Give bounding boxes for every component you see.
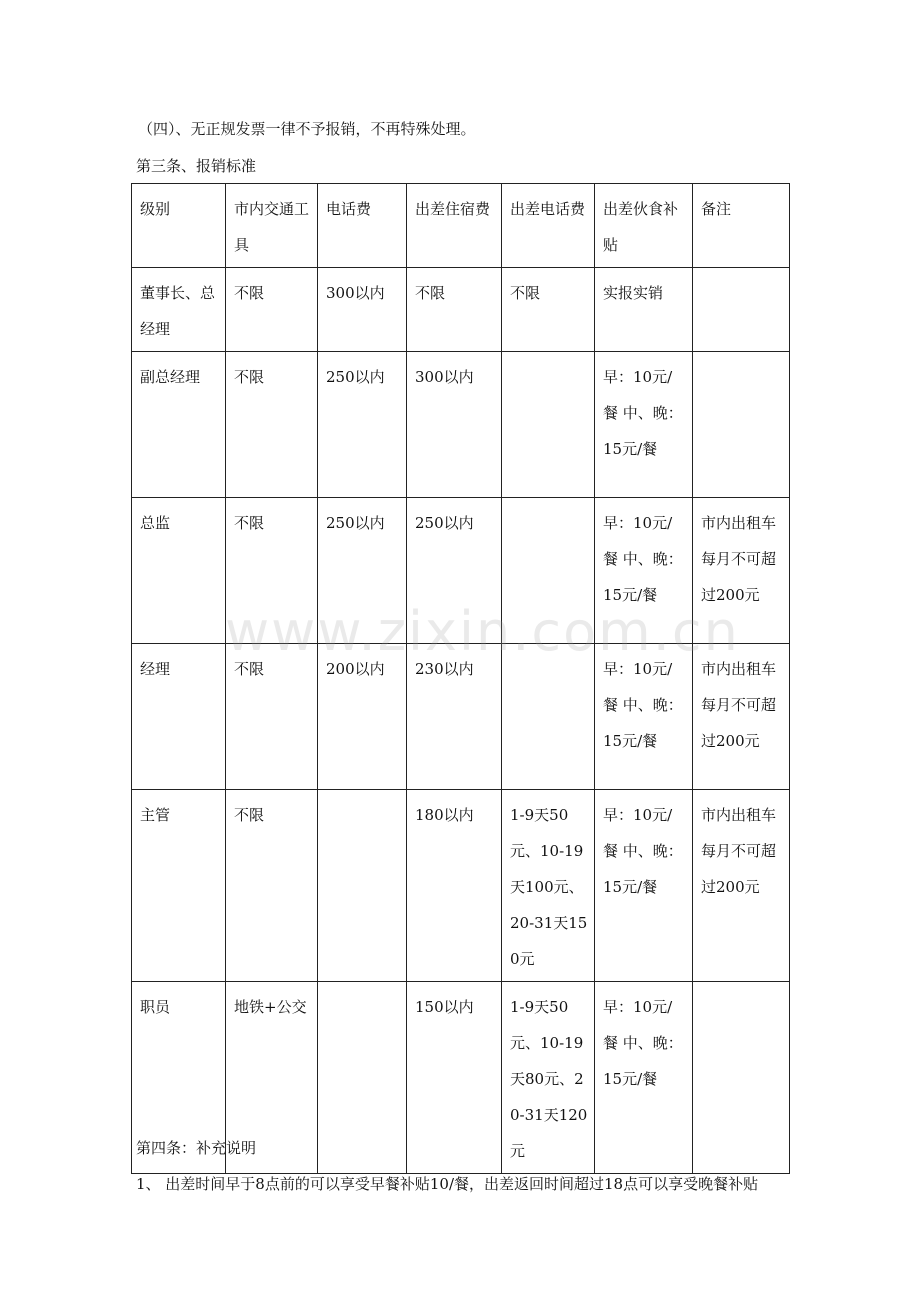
table-cell: 地铁+公交 xyxy=(226,982,318,1174)
table-cell xyxy=(502,498,595,644)
header-cell: 备注 xyxy=(693,184,790,268)
table-cell: 不限 xyxy=(226,268,318,352)
table-cell: 180以内 xyxy=(407,790,502,982)
table-cell: 150以内 xyxy=(407,982,502,1174)
table-cell: 早：10元/餐 中、晚：15元/餐 xyxy=(595,352,693,498)
table-cell: 职员 xyxy=(132,982,226,1174)
table-cell: 200以内 xyxy=(318,644,407,790)
paragraph-invoice-rule: （四）、无正规发票一律不予报销，不再特殊处理。 xyxy=(138,120,476,138)
table-cell: 不限 xyxy=(226,644,318,790)
reimbursement-standards-table xyxy=(131,183,790,1174)
table-cell: 1-9天50元、10-19天100元、20-31天150元 xyxy=(502,790,595,982)
table-cell: 早：10元/餐 中、晚：15元/餐 xyxy=(595,498,693,644)
section-four-title: 第四条：补充说明 xyxy=(136,1139,257,1157)
table-cell: 副总经理 xyxy=(132,352,226,498)
table-cell: 不限 xyxy=(226,790,318,982)
header-cell: 出差住宿费 xyxy=(407,184,502,268)
header-cell: 电话费 xyxy=(318,184,407,268)
table-cell: 300以内 xyxy=(407,352,502,498)
table-cell: 市内出租车每月不可超过200元 xyxy=(693,644,790,790)
table-cell: 1-9天50元、10-19天80元、20-31天120元 xyxy=(502,982,595,1174)
table-cell xyxy=(318,790,407,982)
table-cell: 250以内 xyxy=(407,498,502,644)
table-cell: 早：10元/餐 中、晚：15元/餐 xyxy=(595,982,693,1174)
table-cell: 不限 xyxy=(226,352,318,498)
table-cell xyxy=(318,982,407,1174)
table-cell: 市内出租车每月不可超过200元 xyxy=(693,790,790,982)
table-cell: 不限 xyxy=(502,268,595,352)
table-cell: 不限 xyxy=(407,268,502,352)
section-three-title: 第三条、报销标准 xyxy=(136,157,257,175)
table-cell xyxy=(502,352,595,498)
table-cell: 经理 xyxy=(132,644,226,790)
table-row xyxy=(132,644,790,790)
table-cell: 250以内 xyxy=(318,352,407,498)
table-cell: 市内出租车每月不可超过200元 xyxy=(693,498,790,644)
table-row xyxy=(132,790,790,982)
table-cell: 实报实销 xyxy=(595,268,693,352)
table-cell: 300以内 xyxy=(318,268,407,352)
table-cell: 主管 xyxy=(132,790,226,982)
table-cell xyxy=(693,982,790,1174)
header-cell: 级别 xyxy=(132,184,226,268)
watermark: www.zixin.com.cn xyxy=(225,600,740,663)
table-row xyxy=(132,268,790,352)
table-cell: 不限 xyxy=(226,498,318,644)
table-cell xyxy=(693,352,790,498)
table-cell: 董事长、总经理 xyxy=(132,268,226,352)
table-cell: 早：10元/餐 中、晚：15元/餐 xyxy=(595,790,693,982)
table-cell: 总监 xyxy=(132,498,226,644)
table-cell: 早：10元/餐 中、晚：15元/餐 xyxy=(595,644,693,790)
table-cell: 250以内 xyxy=(318,498,407,644)
header-cell: 出差伙食补贴 xyxy=(595,184,693,268)
supplement-item-1: 1、 出差时间早于8点前的可以享受早餐补贴10/餐，出差返回时间超过18点可以享受晚餐补贴 xyxy=(136,1175,759,1193)
table-row xyxy=(132,498,790,644)
table-row xyxy=(132,352,790,498)
header-cell: 市内交通工具 xyxy=(226,184,318,268)
header-cell: 出差电话费 xyxy=(502,184,595,268)
table-cell xyxy=(502,644,595,790)
table-header-row xyxy=(132,184,790,268)
table-cell: 230以内 xyxy=(407,644,502,790)
table-cell xyxy=(693,268,790,352)
